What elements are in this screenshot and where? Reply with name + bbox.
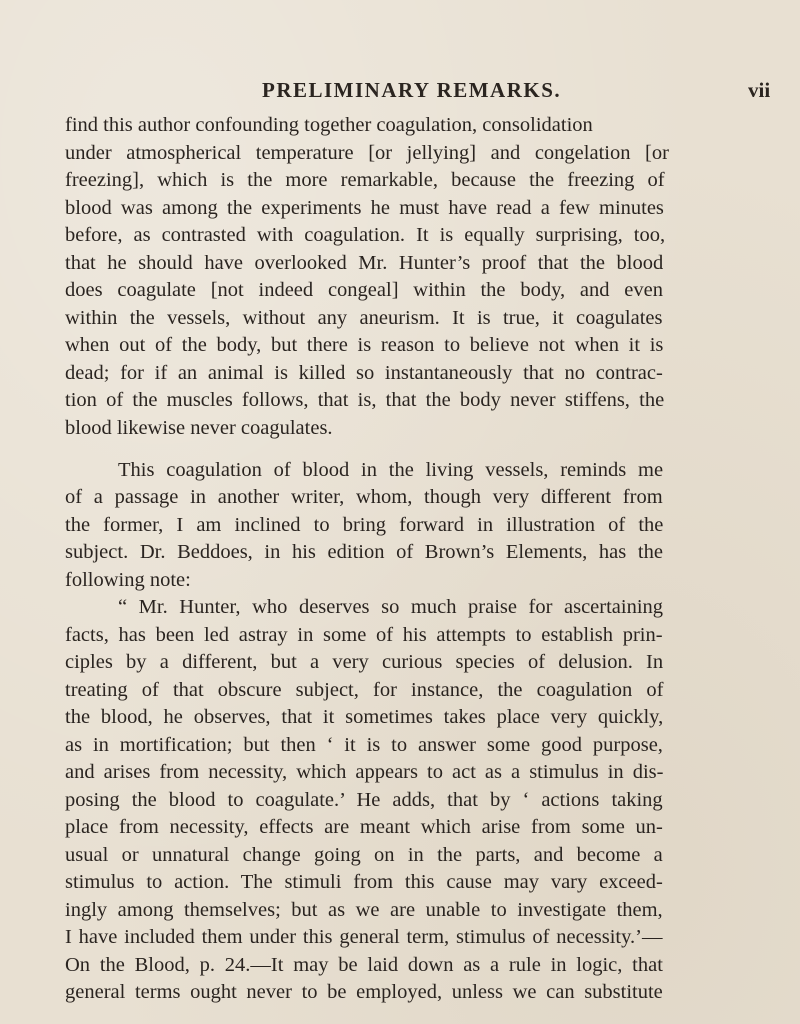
page-number: vii bbox=[748, 78, 771, 102]
text-line: facts, has been led astray in some of his attempts to establish prin- bbox=[65, 624, 663, 646]
text-line: does coagulate [not indeed congeal] within the body, and even bbox=[65, 279, 663, 301]
text-line: within the vessels, without any aneurism. It is true, it coagulates bbox=[65, 307, 663, 329]
running-head: PRELIMINARY REMARKS. bbox=[262, 78, 562, 102]
text-line: stimulus to action. The stimuli from this cause may vary exceed- bbox=[65, 871, 663, 893]
text-line: On the Blood, p. 24.—It may be laid down as a rule in logic, that bbox=[65, 954, 663, 976]
text-line: find this author confounding together coagulation, consolidation bbox=[65, 114, 593, 136]
text-line: that he should have overlooked Mr. Hunter’s proof that the blood bbox=[65, 252, 664, 274]
text-line: place from necessity, effects are meant which arise from some un- bbox=[65, 816, 663, 838]
text-line: blood was among the experiments he must have read a few minutes bbox=[65, 197, 664, 219]
text-line: freezing], which is the more remarkable, because the freezing of bbox=[65, 169, 665, 191]
text-line: dead; for if an animal is killed so instantaneously that no contrac- bbox=[65, 362, 663, 384]
page-header bbox=[0, 78, 800, 108]
text-line: general terms ought never to be employed, unless we can substitute bbox=[65, 981, 663, 1003]
text-line: under atmospherical temperature [or jellying] and congelation [or bbox=[65, 142, 669, 164]
text-line: tion of the muscles follows, that is, that the body never stiffens, the bbox=[65, 389, 665, 411]
text-line: of a passage in another writer, whom, though very different from bbox=[65, 486, 663, 508]
text-line: treating of that obscure subject, for instance, the coagulation of bbox=[65, 679, 664, 701]
text-line: before, as contrasted with coagulation. It is equally surprising, too, bbox=[65, 224, 666, 246]
text-line: when out of the body, but there is reason to believe not when it is bbox=[65, 334, 664, 356]
text-line: posing the blood to coagulate.’ He adds, that by ‘ actions taking bbox=[65, 789, 663, 811]
text-line: This coagulation of blood in the living vessels, reminds me bbox=[118, 459, 664, 481]
text-line: the blood, he observes, that it sometimes takes place very quickly, bbox=[65, 706, 664, 728]
text-line: “ Mr. Hunter, who deserves so much praise for ascertaining bbox=[118, 596, 664, 618]
text-line: and arises from necessity, which appears to act as a stimulus in dis- bbox=[65, 761, 664, 783]
text-line: the former, I am inclined to bring forward in illustration of the bbox=[65, 514, 664, 536]
text-line: subject. Dr. Beddoes, in his edition of Brown’s Elements, has the bbox=[65, 541, 663, 563]
text-line: ciples by a different, but a very curious species of delusion. In bbox=[65, 651, 664, 673]
text-line: ingly among themselves; but as we are unable to investigate them, bbox=[65, 899, 663, 921]
text-line: I have included them under this general term, stimulus of necessity.’— bbox=[65, 926, 663, 948]
text-line: usual or unnatural change going on in the parts, and become a bbox=[65, 844, 663, 866]
text-line: following note: bbox=[65, 569, 191, 591]
text-line: blood likewise never coagulates. bbox=[65, 417, 333, 439]
text-line: as in mortification; but then ‘ it is to answer some good purpose, bbox=[65, 734, 663, 756]
